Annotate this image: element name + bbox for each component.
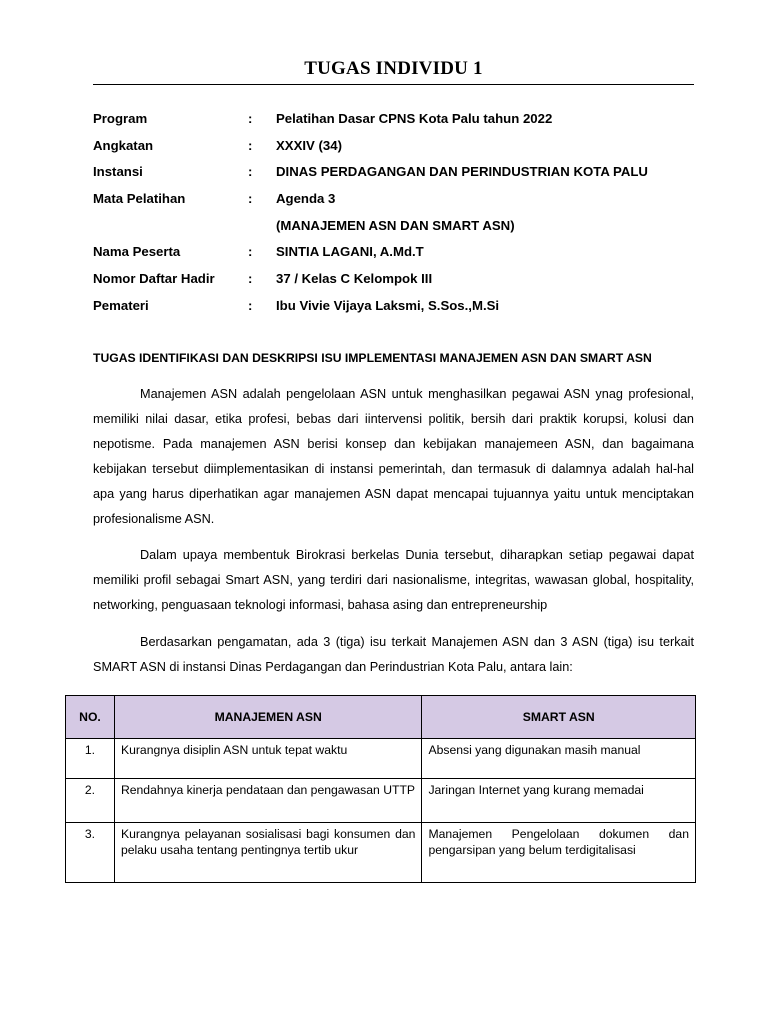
info-label: Instansi: [93, 164, 143, 180]
cell-no: 1.: [66, 739, 115, 779]
cell-manajemen-asn: Kurangnya pelayanan sosialisasi bagi konsumen dan pelaku usaha tentang pentingnya tertib ukur: [114, 823, 421, 883]
cell-smart-asn: Jaringan Internet yang kurang memadai: [422, 779, 696, 823]
info-value: Agenda 3: [276, 191, 336, 207]
info-value: 37 / Kelas C Kelompok III: [276, 271, 433, 287]
info-label: Nomor Daftar Hadir: [93, 271, 215, 287]
info-label: Nama Peserta: [93, 244, 181, 260]
info-row-pemateri: [93, 295, 694, 322]
cell-manajemen-asn: Rendahnya kinerja pendataan dan pengawasan UTTP: [114, 779, 421, 823]
document-title: TUGAS INDIVIDU 1: [304, 58, 483, 79]
section-heading: TUGAS IDENTIFIKASI DAN DESKRIPSI ISU IMPLEMENTASI MANAJEMEN ASN DAN SMART ASN: [93, 351, 652, 365]
info-row-mata-pelatihan: [93, 188, 694, 215]
info-value: XXXIV (34): [276, 137, 342, 153]
info-label: Program: [93, 111, 148, 126]
header-no: NO.: [66, 696, 115, 739]
table-header-row: [66, 696, 696, 739]
info-colon: :: [248, 297, 253, 313]
info-label: Pemateri: [93, 297, 149, 313]
info-colon: :: [248, 164, 253, 180]
info-value: SINTIA LAGANI, A.Md.T: [276, 244, 424, 260]
info-row-program: [93, 108, 694, 135]
info-row-nama-peserta: [93, 241, 694, 268]
title-underline: [93, 84, 694, 85]
info-colon: :: [248, 271, 253, 287]
info-value: (MANAJEMEN ASN DAN SMART ASN): [276, 217, 515, 233]
info-row-nomor-daftar-hadir: [93, 268, 694, 295]
info-colon: :: [248, 244, 253, 260]
info-colon: :: [248, 111, 253, 126]
cell-smart-asn: Manajemen Pengelolaan dokumen dan pengarsipan yang belum terdigitalisasi: [422, 823, 696, 883]
paragraph-smart-asn: Dalam upaya membentuk Birokrasi berkelas Dunia tersebut, diharapkan setiap pegawai dapat memiliki profil sebagai Smart ASN, yang terdiri dari nasionalisme, integritas, wawasan global, hospitality, networking, penguasaan teknologi informasi, bahasa asing dan entrepreneurship: [93, 548, 694, 612]
info-colon: :: [248, 191, 253, 207]
cell-no: 2.: [66, 779, 115, 823]
table-row: [66, 779, 696, 823]
issues-table: [65, 695, 696, 883]
table-row: [66, 823, 696, 883]
header-smart-asn: SMART ASN: [422, 696, 696, 739]
info-value: Pelatihan Dasar CPNS Kota Palu tahun 2022: [276, 111, 553, 126]
cell-smart-asn: Absensi yang digunakan masih manual: [422, 739, 696, 779]
info-label: Mata Pelatihan: [93, 191, 186, 207]
cell-no: 3.: [66, 823, 115, 883]
header-manajemen-asn: MANAJEMEN ASN: [114, 696, 421, 739]
info-value: DINAS PERDAGANGAN DAN PERINDUSTRIAN KOTA PALU: [276, 164, 648, 180]
info-label: Angkatan: [93, 137, 154, 153]
paragraph-pengamatan: Berdasarkan pengamatan, ada 3 (tiga) isu terkait Manajemen ASN dan 3 ASN (tiga) isu terkait SMART ASN di instansi Dinas Perdagangan dan Perindustrian Kota Palu, antara lain:: [93, 635, 694, 674]
info-block: [93, 108, 694, 322]
info-row-agenda-subtitle: [93, 215, 694, 242]
info-value: Ibu Vivie Vijaya Laksmi, S.Sos.,M.Si: [276, 297, 500, 313]
cell-manajemen-asn: Kurangnya disiplin ASN untuk tepat waktu: [114, 739, 421, 779]
info-row-angkatan: [93, 135, 694, 162]
info-row-instansi: [93, 161, 694, 188]
info-colon: :: [248, 137, 253, 153]
table-row: [66, 739, 696, 779]
paragraph-manajemen-asn: Manajemen ASN adalah pengelolaan ASN untuk menghasilkan pegawai ASN ynag profesional, memiliki nilai dasar, etika profesi, bebas dari iintervensi politik, bersih dari praktik korupsi, kolusi dan nepotisme. Pada manajemen ASN berisi konsep dan kebijakan manajemeen ASN, dan bagaimana kebijakan tersebut diimplementasikan di instansi pemerintah, dan termasuk di dalamnya adalah hal-hal apa yang harus diperhatikan agar manajemen ASN dapat mencapai tujuannya yaitu untuk menciptakan profesionalisme ASN.: [93, 387, 694, 526]
